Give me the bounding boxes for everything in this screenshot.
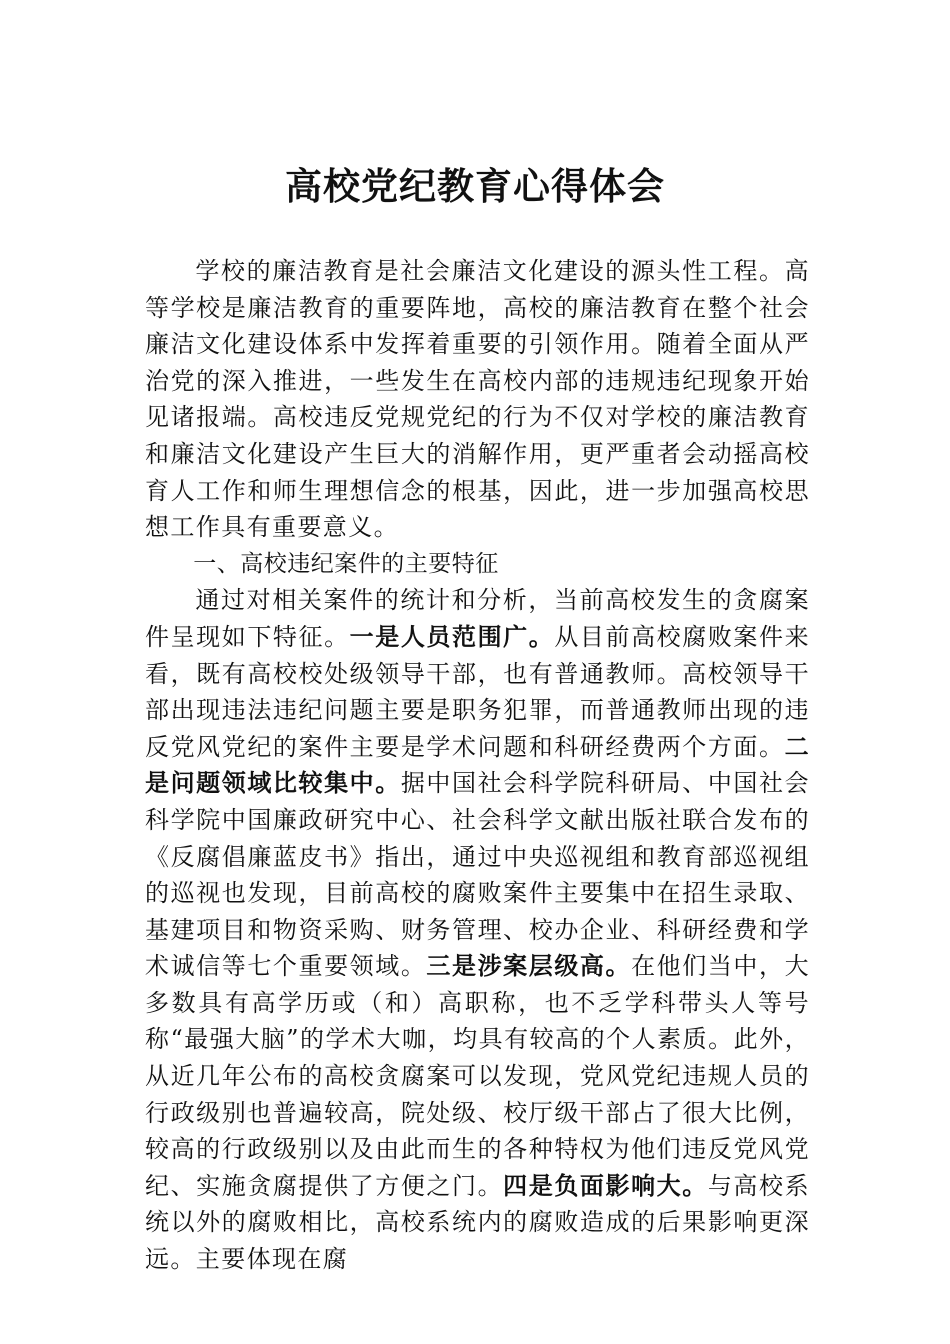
intro-paragraph: 学校的廉洁教育是社会廉洁文化建设的源头性工程。高等学校是廉洁教育的重要阵地，高校的廉洁教育在整个社会廉洁文化建设体系中发挥着重要的引领作用。随着全面从严治党的深入推进，一些发生在高校内部的违规违纪现象开始见诸报端。高校违反党规党纪的行为不仅对学校的廉洁教育和廉洁文化建设产生巨大的消解作用，更严重者会动摇高校育人工作和师生理想信念的根基，因此，进一步加强高校思想工作具有重要意义。	[145, 257, 810, 542]
key-point-2: 二是问题领域比较集中。	[145, 731, 810, 798]
key-point-4: 四是负面影响大。	[503, 1170, 708, 1200]
paragraph-text: 据中国社会科学院科研局、中国社会科学院中国廉政研究中心、社会科学文献出版社联合发布的《反腐倡廉蓝皮书》指出，通过中央巡视组和教育部巡视组的巡视也发现，目前高校的腐败案件主要集中在招生录取、基建项目和物资采购、财务管理、校办企业、科研经费和学术诚信等七个重要领域。	[145, 769, 810, 981]
document-body	[145, 253, 810, 1278]
key-point-3: 三是涉案层级高。	[426, 951, 632, 981]
paragraph-text: 通过对相关案件的统计和分析，当前高校发生的贪腐案件呈现如下特征。	[145, 586, 810, 651]
paragraph-text: 与高校系统以外的腐败相比，高校系统内的腐败造成的后果影响更深远。主要体现在腐	[145, 1171, 810, 1274]
paragraph-text: 在他们当中，大多数具有高学历或（和）高职称，也不乏学科带头人等号称“最强大脑”的学术大咖，均具有较高的个人素质。此外，从近几年公布的高校贪腐案可以发现，党风党纪违规人员的行政级别也普遍较高，院处级、校厅级干部占了很大比例，较高的行政级别以及由此而生的各种特权为他们违反党风党纪、实施贪腐提供了方便之门。	[145, 952, 810, 1200]
paragraph-text: 从目前高校腐败案件来看，既有高校校处级领导干部，也有普通教师。高校领导干部出现违法违纪问题主要是职务犯罪，而普通教师出现的违反党风党纪的案件主要是学术问题和科研经费两个方面。	[145, 622, 810, 761]
document-title: 高校党纪教育心得体会	[285, 164, 665, 208]
section-paragraph	[145, 582, 810, 1277]
section-heading: 一、高校违纪案件的主要特征	[193, 550, 499, 577]
key-point-1: 一是人员范围广。	[349, 621, 555, 651]
